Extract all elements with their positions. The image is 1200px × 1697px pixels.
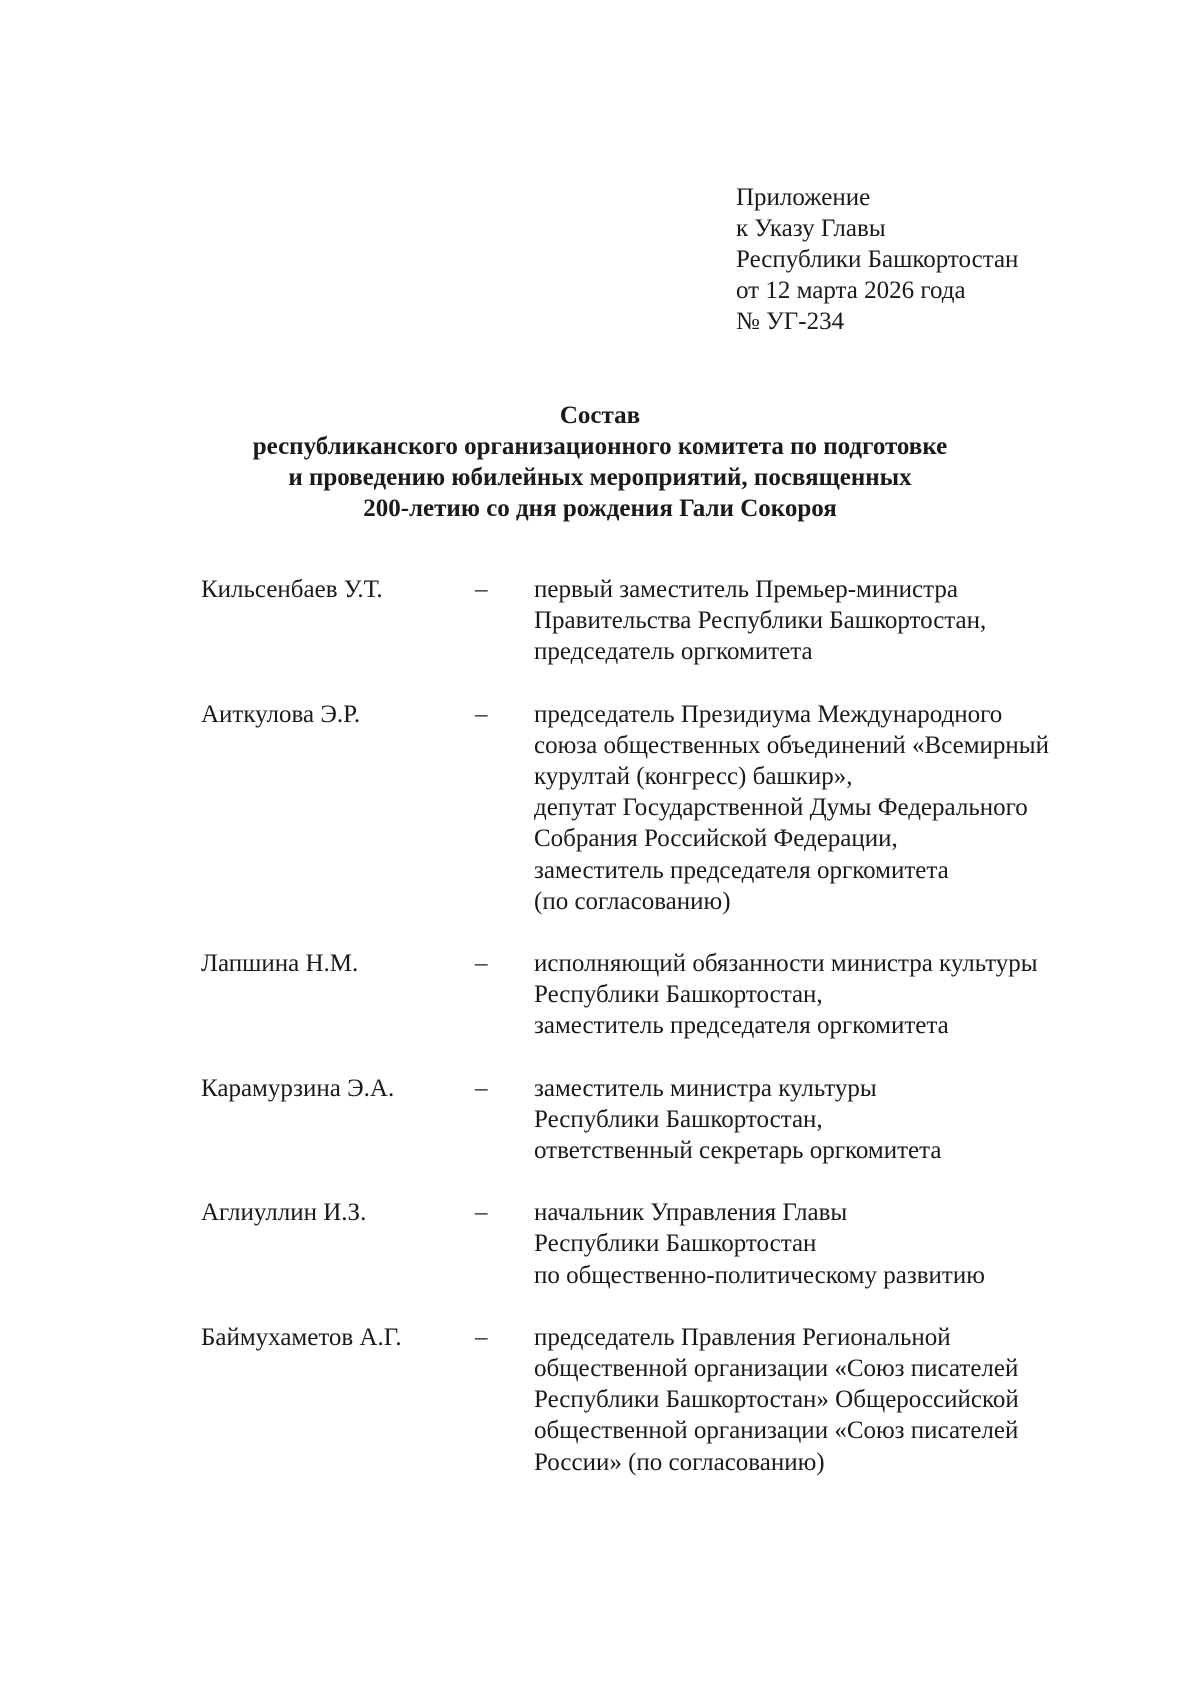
committee-roster bbox=[0, 574, 1200, 1478]
member-dash: – bbox=[475, 1074, 488, 1102]
role-line: председатель Президиума Международного bbox=[534, 700, 1003, 728]
role-line: председатель оргкомитета bbox=[534, 638, 813, 666]
role-line: начальник Управления Главы bbox=[534, 1199, 848, 1227]
title-line: Состав bbox=[559, 402, 641, 429]
member-name: Аиткулова Э.Р. bbox=[201, 700, 361, 728]
member-entry bbox=[0, 1073, 1200, 1167]
role-line: союза общественных объединений «Всемирный bbox=[534, 731, 1049, 759]
role-line: общественной организации «Союз писателей bbox=[534, 1417, 1019, 1445]
role-line: России» (по согласованию) bbox=[534, 1448, 825, 1476]
role-line: курултай (конгресс) башкир», bbox=[534, 763, 853, 791]
member-role bbox=[534, 1073, 1104, 1167]
document-title bbox=[0, 400, 1200, 524]
role-line: исполняющий обязанности министра культуры bbox=[534, 950, 1038, 978]
role-line: ответственный секретарь оргкомитета bbox=[534, 1137, 942, 1165]
role-line: Правительства Республики Башкортостан, bbox=[534, 607, 987, 635]
member-role bbox=[534, 574, 1104, 668]
member-role bbox=[534, 699, 1104, 917]
member-name: Баймухаметов А.Г. bbox=[201, 1323, 402, 1351]
member-dash: – bbox=[475, 1323, 488, 1351]
member-name: Карамурзина Э.А. bbox=[201, 1074, 395, 1102]
member-dash: – bbox=[475, 700, 488, 728]
member-entry bbox=[0, 574, 1200, 668]
role-line: заместитель председателя оргкомитета bbox=[534, 856, 949, 884]
member-role bbox=[534, 948, 1104, 1042]
appendix-line: Республики Башкортостан bbox=[736, 246, 1019, 273]
member-name: Лапшина Н.М. bbox=[201, 950, 359, 978]
member-entry bbox=[0, 1322, 1200, 1478]
role-line: первый заместитель Премьер-министра bbox=[534, 576, 958, 603]
role-line: Республики Башкортостан, bbox=[534, 981, 823, 1009]
appendix-line: к Указу Главы bbox=[736, 215, 886, 242]
role-line: (по согласованию) bbox=[534, 887, 731, 915]
role-line: общественной организации «Союз писателей bbox=[534, 1355, 1019, 1383]
role-line: Собрания Российской Федерации, bbox=[534, 825, 898, 853]
appendix-header bbox=[736, 182, 1018, 337]
appendix-line: от 12 марта 2026 года bbox=[736, 277, 966, 304]
role-line: Республики Башкортостан» Общероссийской bbox=[534, 1386, 1019, 1414]
member-entry bbox=[0, 1197, 1200, 1291]
appendix-line: № УГ-234 bbox=[736, 308, 845, 335]
role-line: Республики Башкортостан, bbox=[534, 1105, 823, 1133]
role-line: по общественно-политическому развитию bbox=[534, 1261, 985, 1289]
member-dash: – bbox=[475, 950, 488, 978]
member-name: Аглиуллин И.З. bbox=[201, 1199, 367, 1227]
member-role bbox=[534, 1197, 1104, 1291]
appendix-line: Приложение bbox=[736, 184, 871, 211]
role-line: депутат Государственной Думы Федерального bbox=[534, 794, 1028, 822]
member-entry bbox=[0, 948, 1200, 1042]
member-name: Кильсенбаев У.Т. bbox=[201, 576, 383, 603]
member-role bbox=[534, 1322, 1104, 1478]
role-line: заместитель министра культуры bbox=[534, 1074, 877, 1102]
member-dash: – bbox=[475, 1199, 488, 1227]
title-line: 200-летию со дня рождения Гали Сокороя bbox=[363, 495, 837, 522]
member-dash: – bbox=[475, 576, 488, 603]
role-line: заместитель председателя оргкомитета bbox=[534, 1012, 949, 1040]
title-line: и проведению юбилейных мероприятий, посвященных bbox=[288, 464, 912, 491]
role-line: председатель Правления Региональной bbox=[534, 1323, 951, 1351]
member-entry bbox=[0, 699, 1200, 917]
role-line: Республики Башкортостан bbox=[534, 1230, 817, 1258]
title-line: республиканского организационного комитета по подготовке bbox=[252, 433, 948, 460]
